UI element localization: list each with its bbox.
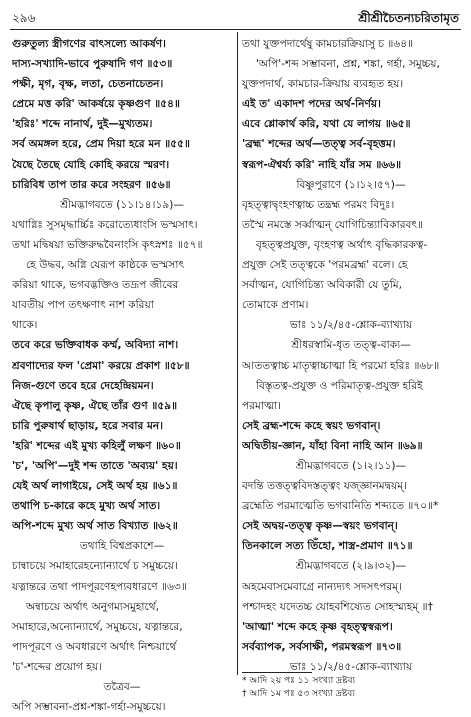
- text-line: এই ত' একাদশ পদের অর্থ-নির্ণয়।: [242, 98, 381, 111]
- text-line: সর্বাত্মন, যোগিচিন্ত্য অবিকারী যে তুমি,: [242, 279, 402, 292]
- text-line: শ্রীমদ্ভাগবতে (২।৯।৩২)—: [295, 560, 407, 573]
- text-line: প্রেমে মত্ত করি' আকর্ষয়ে কৃষ্ণগুণ ॥৫৪॥: [12, 98, 181, 111]
- text-line: শ্রীমদ্ভাগবতে (১।২।১১)—: [295, 459, 407, 472]
- text-line: তবে করে ভক্তিবাধক কর্ম্ম, অবিদ্যা নাশ।: [12, 339, 179, 352]
- text-line: এবে শ্লোকার্থ করি, যথা যে লাগয় ॥৬৫॥: [242, 118, 411, 131]
- text-line: বদন্তি তত্তত্ত্ববিদস্তত্ত্বং যজ্জ্ঞানমদ্বয়ম্।: [242, 480, 407, 493]
- text-line: তথা যুক্তপদার্থেষু কামচারক্রিয়াসু চ ॥৬৪॥: [242, 38, 414, 50]
- text-line: সমাহারে,অন্যোন্যার্থে, সমুচ্চয়ে, যত্নান্তরে,: [12, 620, 183, 633]
- text-line: পশ্চাদহং যদেতচ্চ যোহবশিষ্যেত সোহস্ম্যহম্ ॥†: [242, 600, 433, 613]
- text-line: অহমেবাসমেবাগ্রে নান্যদ্যৎ সদসৎপরম্।: [242, 580, 402, 593]
- text-line: করিয়া থাকে, ভগবদ্ভক্তিও তদ্রূপ জীবের: [12, 279, 179, 292]
- text-line: তথাপি চ-কারে কহে মুখ্য অর্থ সাত।: [12, 500, 161, 513]
- text-line: থাকে।: [12, 319, 38, 332]
- text-line: পরমাত্মা।: [242, 399, 282, 412]
- column-divider: [237, 32, 238, 675]
- footnote-rule: [242, 672, 312, 673]
- text-line: বিস্তৃতত্ব-প্রযুক্ত ও পরিমাতৃত্ব-প্রযুক্ত হরিই: [256, 379, 423, 392]
- text-line: বৃহত্ত্বপ্রযুক্ত, বৃংহণত্ব অর্থাৎ বৃদ্ধিকারকত্ব-: [256, 238, 428, 251]
- text-line: যৈছে তৈছে যোহি কোহি করয়ে স্মরণ।: [12, 158, 170, 171]
- text-line: দাস্য-সখ্যাদি-ভাবে পুরুষাদি গণ ॥৫৩॥: [12, 58, 173, 71]
- text-line: তোমাকে প্রণাম।: [242, 299, 309, 312]
- text-line: তথাহি বিশ্বপ্রকাশে—: [79, 540, 165, 553]
- text-line: 'হরিঃ' শব্দে নানার্থ, দুই—মুখ্যতম।: [12, 118, 153, 131]
- text-line: প্রযুক্ত সেই তত্ত্বকে 'পরমব্রহ্ম' বলে। হে: [242, 259, 408, 272]
- text-line: অন্বাচয়ে অর্থাৎ অনুগম্যসমুহার্থে,: [26, 600, 159, 613]
- page-header: [10, 8, 461, 28]
- page-number: ২৯৬: [12, 11, 36, 25]
- text-line: সেই অদ্বয়-তত্ত্ব কৃষ্ণ—স্বয়ং ভগবান্।: [242, 520, 398, 533]
- text-line: তস্মৈ নমস্তে সর্ব্বাত্মন্ যোগিচিন্ত্যাবিকারবৎ॥: [242, 218, 424, 231]
- header-rule: [10, 29, 461, 30]
- text-line: ভাঃ ১১/২/৪৫-শ্লোক-ব্যাখ্যায়: [289, 319, 413, 332]
- text-line: শ্রীমদ্ভাগবতে (১১।১৪।১৯)—: [60, 198, 184, 211]
- text-line: শ্রবণাদ্যের ফল 'প্রেমা' করয়ে প্রকাশ ॥৫৮॥: [12, 359, 190, 372]
- text-line: চারিবিধ তাপ তার করে সংহরণ ॥৫৬॥: [12, 178, 171, 191]
- text-line: অপি-শব্দে মুখ্য অর্থ সাত বিখ্যাত ॥৬২॥: [12, 520, 178, 533]
- text-line: আততত্বাচ্চ মাতৃত্বাচ্চাত্মা হি পরমো হরিঃ ॥৬৮॥: [242, 359, 440, 372]
- text-line: যেই অর্থ লাগাইয়ে, সেই অর্থ হয় ॥৬১॥: [12, 480, 178, 493]
- text-line: সেই ব্রহ্ম-শব্দে কহে স্বয়ং ভগবান্।: [242, 419, 381, 432]
- footnote-1: * আদি ২য় পঃ ১১ সংখ্যা দ্রষ্টব্য: [242, 676, 356, 686]
- text-line: যাবতীয় পাপ তৎক্ষণাৎ নাশ করিয়া: [12, 299, 154, 312]
- text-line: নিজ-গুণে তবে হরে দেহেন্দ্রিয়মন।: [12, 379, 154, 392]
- text-line: অদ্বিতীয়-জ্ঞান, যাঁহা বিনা নাহি আন ॥৬৯॥: [242, 439, 423, 452]
- left-column: [12, 34, 232, 717]
- text-line: সর্বব্যাপক, সর্বসাক্ষী, পরমস্বরূপ ॥৭৩॥: [242, 640, 402, 653]
- right-column: [242, 34, 460, 677]
- text-line: সর্ব অমঙ্গল হরে, প্রেম দিয়া হরে মন ॥৫৫॥: [12, 138, 190, 151]
- text-line: ব্রহ্মেতি পরমাত্মেতি ভগবানিতি শব্দ্যতে ॥৭০॥*: [242, 500, 439, 513]
- text-line: তত্রৈব—: [103, 681, 141, 693]
- text-line: 'আত্মা' শব্দে কহে কৃষ্ণ বৃহত্ত্বস্বরূপ।: [242, 620, 393, 633]
- text-line: স্বরূপ-ঐশ্বর্য্য করি' নাহি যাঁর সম ॥৬৬॥: [242, 158, 402, 171]
- text-line: অপি সম্ভাবনা-প্রশ্ন-শঙ্কা-গর্হা-সমুচ্চয়ে।: [12, 701, 166, 714]
- text-line: তথা মদ্বিষয়া ভক্তিরুদ্ধবৈনাংসি কৃৎস্নশঃ ॥৫৭॥: [12, 238, 203, 251]
- text-line: যুক্তপদার্থ, কামচার-ক্রিয়ায় ব্যবহৃত হয়।: [242, 78, 404, 91]
- footnotes: [242, 672, 460, 701]
- running-title: শ্রীশ্রীচৈতন্যচরিতামৃত: [358, 11, 459, 25]
- footnote-2: † আদি ১ম পঃ ৫৩ সংখ্যা দ্রষ্টব্য: [242, 689, 355, 699]
- text-line: হে উদ্ধব, অগ্নি যেরূপ কাষ্ঠকে ভস্মসাৎ: [26, 259, 185, 272]
- text-line: 'চ', 'অপি'—দুই শব্দ তাতে 'অব্যয়' হয়।: [12, 459, 178, 472]
- text-line: 'হরি' শব্দের এই মুখ্য কহিলুঁ লক্ষণ ॥৬০॥: [12, 439, 181, 452]
- text-line: বৃহত্ত্বাদ্বৃংহণত্বাচ্চ তদ্ব্রহ্ম পরমং বিদুঃ।: [242, 198, 395, 211]
- text-line: যথাগ্নিঃ সুসমৃদ্ধার্চ্চিঃ করোত্যেধাংসি ভস্মসাৎ।: [12, 218, 198, 231]
- text-line: তিনকালে সত্য তিঁহো, শাস্ত্র-প্রমাণ ॥৭১॥: [242, 540, 413, 553]
- text-line: গুরুতুল্য স্ত্রীগণের বাৎসল্যে আকর্ষণ।: [12, 38, 166, 50]
- text-line: 'অপি'-শব্দ সম্ভাবনা, প্রশ্ন, শঙ্কা, গর্হা, সমুচ্চয়,: [256, 58, 440, 71]
- text-line: পাদপূরণে ও অবধারণে অর্থাৎ নিশ্চয়ার্থে: [12, 640, 177, 653]
- text-line: শ্রীধরস্বামি-ধৃত তত্ত্ব-বাক্য—: [291, 339, 411, 352]
- text-line: ভাঃ ১১/২/৪৫-শ্লোক-ব্যাখ্যায়: [289, 660, 413, 673]
- text-line: বিষ্ণুপুরাণে (১।১২।৫৭)—: [296, 178, 406, 191]
- text-line: যত্নান্তরে তথা পাদপূরণেহপ্যবধারণে ॥৬৩॥: [12, 580, 187, 593]
- text-line: 'ব্রহ্ম' শব্দের অর্থ—তত্ত্ব সর্ব-বৃহত্তম।: [242, 138, 396, 151]
- text-line: ঐছে কৃপালু কৃষ্ণ, ঐছে তাঁর গুণ ॥৫৯॥: [12, 399, 178, 412]
- text-line: চারি পুরুষার্থ ছাড়ায়, হরে সবার মন।: [12, 419, 164, 432]
- text-line: 'চ'-শব্দের প্রয়োগ হয়।: [12, 660, 102, 673]
- text-line: পক্ষী, মৃগ, বৃক্ষ, লতা, চেতনাচেতন।: [12, 78, 164, 91]
- text-line: চান্বাচয়ে সমাহারেহন্যোন্যার্থে চ সমুচ্চয়ে।: [12, 560, 178, 573]
